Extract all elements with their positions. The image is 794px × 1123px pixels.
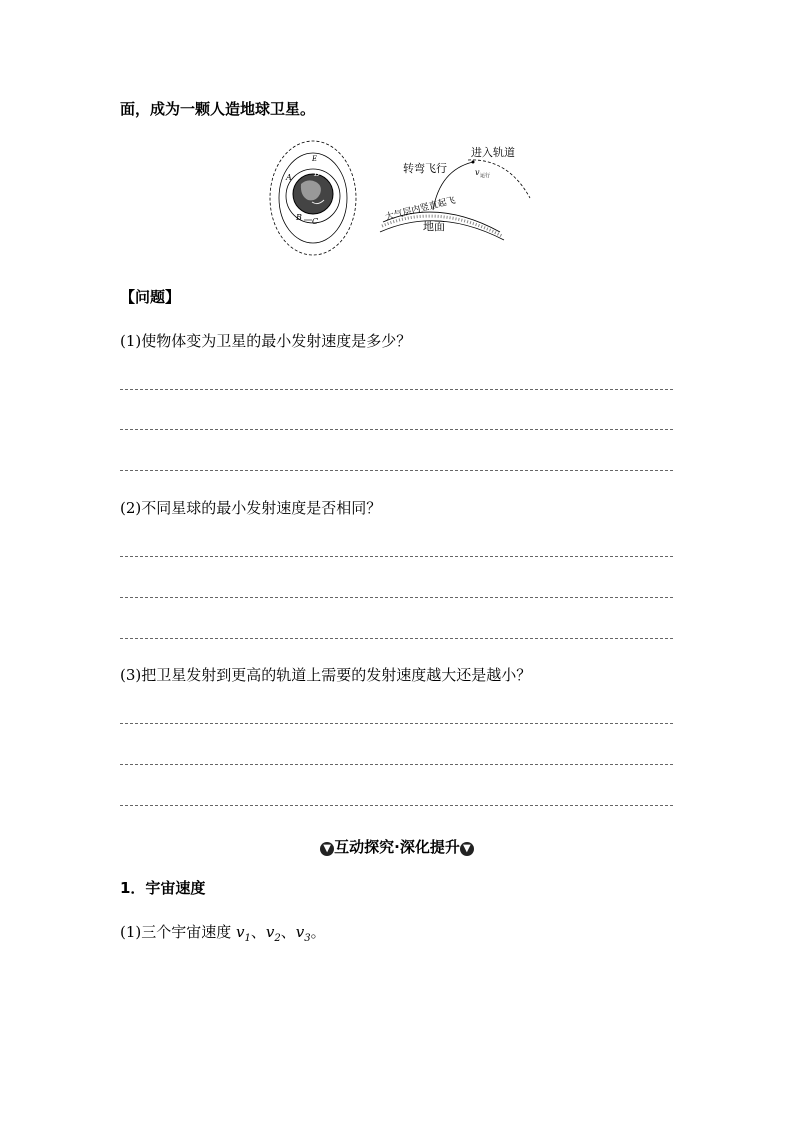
orbit-label-b: B bbox=[296, 213, 302, 222]
separator: 、 bbox=[250, 923, 266, 941]
section-heading bbox=[0, 836, 794, 857]
velocity-v3: $v_3$ bbox=[295, 923, 311, 944]
answer-line bbox=[120, 805, 673, 806]
answer-line bbox=[120, 389, 673, 390]
orbit-label-e: E bbox=[312, 155, 318, 163]
section-heading-text: 互动探究·深化提升 bbox=[334, 838, 460, 856]
launch-trajectory-diagram bbox=[380, 145, 530, 240]
orbit-label-c: C bbox=[312, 217, 319, 226]
topic-item-prefix: (1)三个宇宙速度 bbox=[120, 923, 232, 941]
satellite-launch-figure bbox=[268, 140, 538, 260]
answer-line bbox=[120, 470, 673, 471]
answer-line bbox=[120, 638, 673, 639]
orbit-label-a: A bbox=[286, 173, 292, 182]
velocity-symbol: v bbox=[475, 168, 480, 177]
label-enter-orbit: 进入轨道 bbox=[471, 146, 515, 159]
chevron-down-icon: ▼ bbox=[320, 842, 334, 856]
velocity-subscript: 运行 bbox=[480, 173, 491, 179]
chevron-down-icon: ▼ bbox=[460, 842, 474, 856]
questions-heading: 【问题】 bbox=[120, 288, 181, 306]
answer-line bbox=[120, 764, 673, 765]
question-1: (1)使物体变为卫星的最小发射速度是多少？ bbox=[120, 332, 412, 350]
topic-item-suffix: 。 bbox=[310, 923, 326, 941]
answer-line bbox=[120, 723, 673, 724]
answer-line bbox=[120, 597, 673, 598]
topic-heading: 1．宇宙速度 bbox=[120, 879, 206, 897]
orbit-label-d: D bbox=[314, 169, 321, 178]
label-turn-flight: 转弯飞行 bbox=[403, 162, 447, 175]
answer-line bbox=[120, 429, 673, 430]
velocity-v1: $v_1$ bbox=[236, 923, 251, 944]
question-2: (2)不同星球的最小发射速度是否相同？ bbox=[120, 499, 382, 517]
question-3: (3)把卫星发射到更高的轨道上需要的发射速度越大还是越小？ bbox=[120, 666, 532, 684]
velocity-v2: $v_2$ bbox=[265, 923, 281, 944]
answer-line bbox=[120, 556, 673, 557]
topic-item-1 bbox=[120, 921, 326, 944]
label-atmosphere: 大气层内竖直起飞 bbox=[384, 195, 457, 223]
label-ground: 地面 bbox=[423, 220, 445, 233]
orbit-diagram bbox=[270, 141, 356, 255]
intro-text: 面，成为一颗人造地球卫星。 bbox=[120, 100, 316, 118]
separator: 、 bbox=[280, 923, 296, 941]
